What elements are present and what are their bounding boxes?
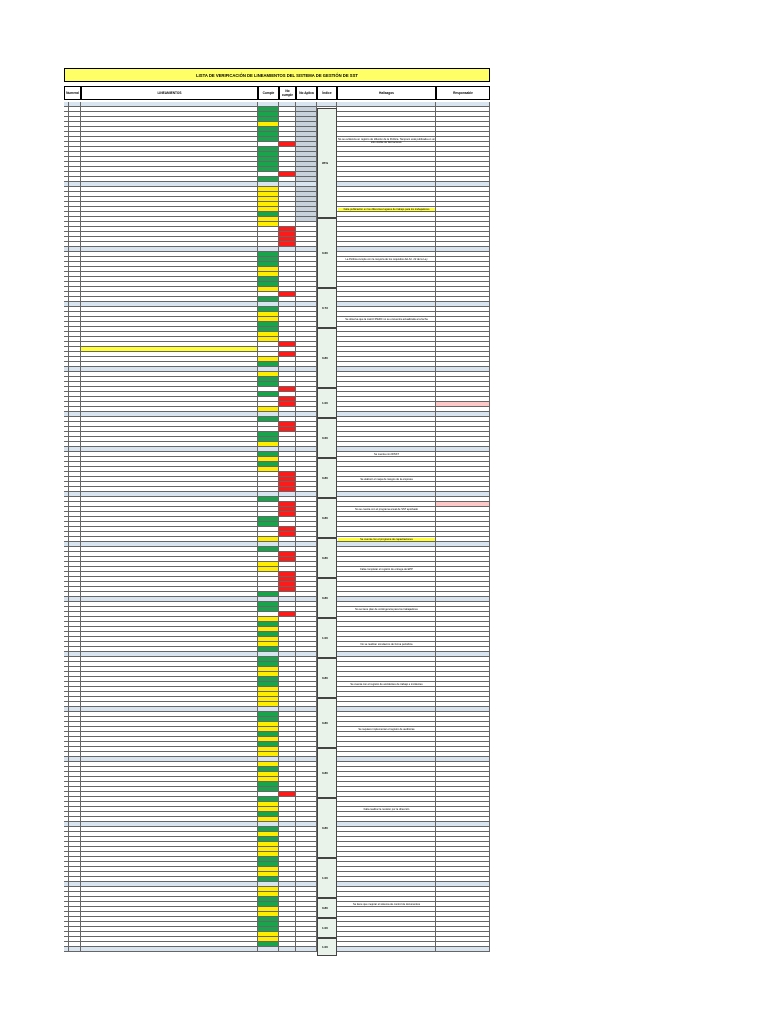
cell-resp (436, 947, 490, 952)
index-value: 0.80 (322, 721, 328, 725)
observation-text: Se tiene que mejorar el sistema de control de documentos (352, 903, 421, 906)
observaciones-header: Hallazgos (337, 86, 436, 100)
observation-text: Se cuenta con el programa de capacitaciones (338, 538, 435, 541)
index-value: 0.80 (322, 676, 328, 680)
index-value: 0.80 (322, 476, 328, 480)
section-row (64, 947, 490, 952)
no-aplica-header: No Aplica (296, 86, 317, 100)
observation-text: Falta realizar la revisión por la dirección (363, 808, 410, 811)
observation-text: Se cuenta con RISST (374, 453, 399, 456)
checklist-sheet (64, 68, 490, 956)
observation-text: Se requiere implementar el registro de auditorías (358, 728, 415, 731)
sheet-title: LISTA DE VERIFICACIÓN DE LINEAMIENTOS DEL SISTEMA DE GESTIÓN DE SST (64, 68, 490, 82)
index-value: 95% (322, 161, 329, 165)
observation-text: No se realizan simulacros de forma periódica (360, 643, 413, 646)
observation-text: Se elaboró el mapa de riesgos de la empresa (360, 478, 413, 481)
cell-obs (337, 947, 436, 952)
index-value: 0.80 (322, 771, 328, 775)
cell-na (296, 947, 317, 952)
cumple-header: Cumple (258, 86, 279, 100)
observation-text: Se cuenta con el registro de accidentes de trabajo e incidentes (350, 683, 423, 686)
index-value: 0.80 (322, 356, 328, 360)
observation-text: Se observa que la matriz IPERC no se encuentra actualizada a la fecha (345, 318, 428, 321)
no-cumple-header: No cumple (279, 86, 296, 100)
cell-cum (258, 947, 279, 952)
cell-no (279, 947, 296, 952)
responsable-header: Responsable (436, 86, 490, 100)
index-value: 0.73 (322, 306, 328, 310)
numeral-header: Numeral (64, 86, 81, 100)
index-value: 0.80 (322, 516, 328, 520)
cell-desc (81, 947, 258, 952)
index-value: 1.00 (322, 876, 328, 880)
index-value: 1.00 (322, 401, 328, 405)
index-value: 1.00 (322, 926, 328, 930)
index-value: 0.80 (322, 596, 328, 600)
index-value: 0.80 (322, 906, 328, 910)
cell-b (69, 947, 81, 952)
index-value: 0.60 (322, 251, 328, 255)
index-value: 1.00 (322, 636, 328, 640)
observation-text: No se evidencia un registro de difusión de la Política. Tampoco está publicada en un sitio visible de fácil acceso. (338, 138, 435, 144)
observation-text: La Política cumple con la mayoría de los requisitos del Art. 22 de la Ley (345, 258, 428, 261)
index-value: 1.00 (322, 945, 328, 949)
indice-header: Índice (317, 86, 337, 100)
observation-text: No se tiene plan de contingencia para los trabajadores (355, 608, 418, 611)
observation-text: Falta completar el registro de entrega de EPP (360, 568, 413, 571)
observation-text: No se cuenta con el programa anual de SST aprobado (355, 508, 418, 511)
observation-text: Falta publicación en los diferentes lugares de trabajo para los trabajadores (338, 208, 435, 211)
description-header: LINEAMIENTOS (81, 86, 258, 100)
index-value: 0.60 (322, 436, 328, 440)
index-value: 0.80 (322, 826, 328, 830)
index-value: 0.80 (322, 556, 328, 560)
